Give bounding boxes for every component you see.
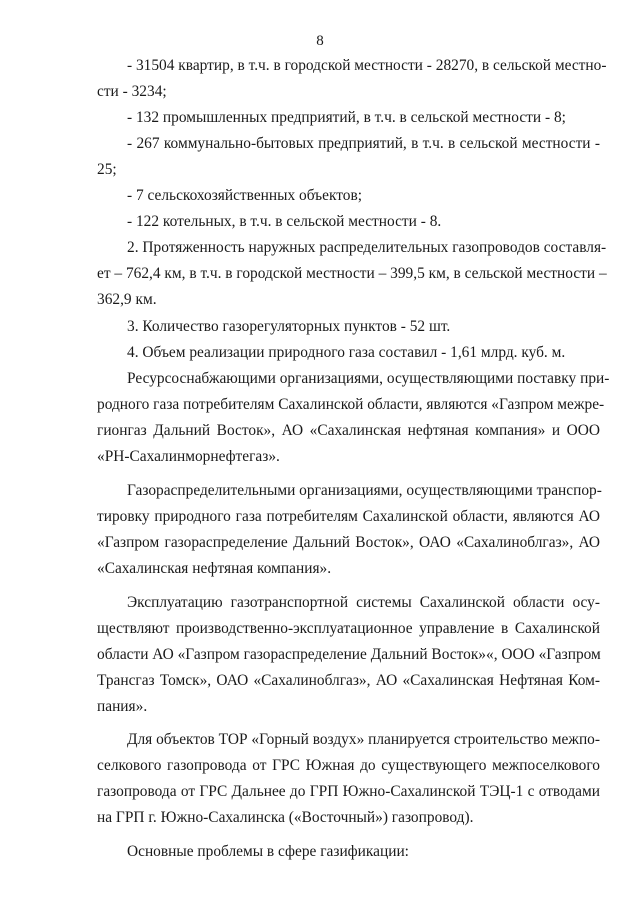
text-line: «Газпром газораспределение Дальний Восток», ОАО «Сахалиноблгаз», АО <box>97 534 600 551</box>
text-line: «Сахалинская нефтяная компания». <box>97 560 332 577</box>
text-line: гионгаз Дальний Восток», АО «Сахалинская нефтяная компания» и ООО <box>97 422 600 439</box>
text-line: Эксплуатацию газотранспортной системы Сахалинской области осу- <box>127 594 600 611</box>
text-line: 25; <box>97 161 117 178</box>
text-line: - 267 коммунально-бытовых предприятий, в т.ч. в сельской местности - <box>127 135 600 152</box>
text-line: родного газа потребителям Сахалинской области, являются «Газпром межре- <box>97 396 605 413</box>
text-line: Основные проблемы в сфере газификации: <box>127 843 409 860</box>
text-line: «РН-Сахалинморнефтегаз». <box>97 448 280 465</box>
text-line: сти - 3234; <box>97 83 167 100</box>
text-line: 3. Количество газорегуляторных пунктов - 52 шт. <box>127 318 451 335</box>
text-line: газопровода от ГРС Дальнее до ГРП Южно-Сахалинской ТЭЦ-1 с отводами <box>97 783 600 800</box>
text-line: ществляют производственно-эксплуатационное управление в Сахалинской <box>97 620 600 637</box>
text-line: 2. Протяженность наружных распределительных газопроводов составля- <box>127 239 607 256</box>
text-line: тировку природного газа потребителям Сахалинской области, являются АО <box>97 508 600 525</box>
text-line: селкового газопровода от ГРС Южная до существующего межпоселкового <box>97 757 600 774</box>
text-line: области АО «Газпром газораспределение Дальний Восток»«, ООО «Газпром <box>97 646 601 663</box>
text-line: ет – 762,4 км, в т.ч. в городской местности – 399,5 км, в сельской местности – <box>97 265 607 282</box>
text-line: - 122 котельных, в т.ч. в сельской местности - 8. <box>127 213 442 230</box>
text-line: - 132 промышленных предприятий, в т.ч. в сельской местности - 8; <box>127 109 566 126</box>
text-line: - 7 сельскохозяйственных объектов; <box>127 187 362 204</box>
text-line: на ГРП г. Южно-Сахалинска («Восточный») газопровод). <box>97 809 474 826</box>
text-line: Для объектов ТОР «Горный воздух» планируется строительство межпо- <box>127 731 600 748</box>
page-number: 8 <box>316 33 324 49</box>
text-line: Газораспределительными организациями, осуществляющими транспор- <box>127 482 602 499</box>
text-line: 362,9 км. <box>97 291 157 308</box>
text-line: 4. Объем реализации природного газа составил - 1,61 млрд. куб. м. <box>127 344 566 361</box>
text-line: Ресурсоснабжающими организациями, осуществляющими поставку при- <box>127 370 610 387</box>
text-line: - 31504 квартир, в т.ч. в городской местности - 28270, в сельской местно- <box>127 57 607 74</box>
text-line: пания». <box>97 698 148 715</box>
text-line: Трансгаз Томск», ОАО «Сахалиноблгаз», АО «Сахалинская Нефтяная Ком- <box>97 672 600 689</box>
